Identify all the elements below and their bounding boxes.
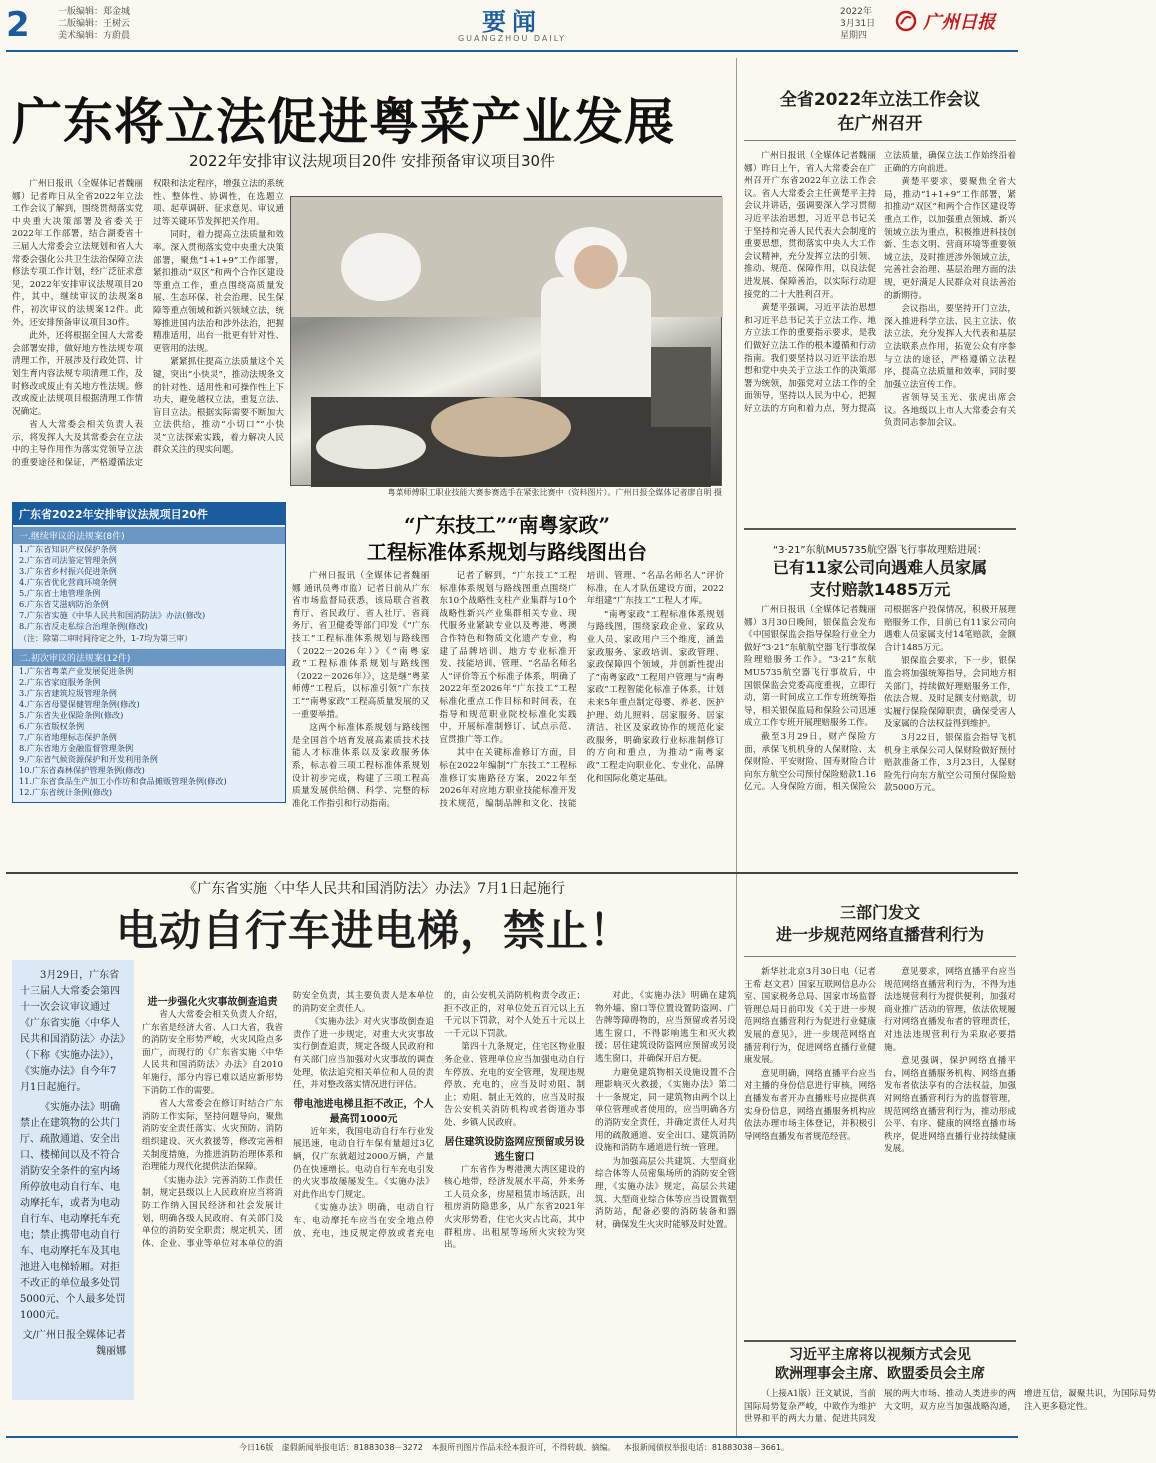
meeting-article-body xyxy=(744,150,1016,508)
paragraph: 省领导吴玉光、张虎出席会议。各地级以上市人大常委会有关负责同志参加会议。 xyxy=(884,393,1016,429)
headline-line: 工程标准体系规划与路线图出台 xyxy=(367,540,647,564)
paragraph: 黄楚平要求，要聚焦全省大局，推动“1+1+9”工作部署，紧扣推动“双区”和两个合作区建设等重点工作，以加强重点领域、新兴领域立法为重点，积极推进科技创新、生态文明、营商环境等重要领域立法，及时推进涉外领域立法，完善社会治理、基层治理方面的法规，更好满足人民群众对良法善治的新期待。 xyxy=(884,177,1016,301)
law-section-heading: 一.继续审议的法规案(8件) xyxy=(13,527,285,544)
law-item: 8.广东省地方金融监督管理条例 xyxy=(19,743,134,753)
paragraph: 其中在关键标准修订方面，目标在2022年编制“广东技工”工程标准修订实施路径方案，2022年至2026年对应地方职业技能标准开发技术规范，编制品牌和文化、技能培训、管理、“名品名师名人”评价标准，在人才队伍建设方面，2022年组建“广东技工”工程人才库。 xyxy=(439,571,724,809)
footer-rule xyxy=(6,1436,1018,1438)
law-projects-box xyxy=(12,502,286,803)
date-line: 星期四 xyxy=(840,31,868,41)
headline-line: 已有11家公司向遇难人员家属 xyxy=(772,558,988,577)
divider xyxy=(744,140,1016,141)
headline-line: 支付赔款1485万元 xyxy=(809,580,951,599)
photo-caption: 粤菜师傅职工职业技能大赛参赛选手在紧张比赛中（资料图片）。广州日报全媒体记者廖自明 摄 xyxy=(387,488,722,497)
photo-illustration xyxy=(291,197,723,487)
ebike-headline: 电动自行车进电梯，禁止！ xyxy=(115,906,632,955)
law-section-heading: 二.初次审议的法规案(12件) xyxy=(13,649,285,666)
editor-line: 一版编辑：郑金城 xyxy=(58,7,131,17)
subheading: 居住建筑设防盗网应预留或另设逃生窗口 xyxy=(444,1136,585,1163)
editor-line: 美术编辑：方蔚晨 xyxy=(58,31,131,41)
law-item: 1.广东省粤菜产业发展促进条例 xyxy=(19,666,134,676)
ebike-article-body xyxy=(142,990,736,1430)
headline-line: 欧洲理事会主席、欧盟委员会主席 xyxy=(775,1366,985,1382)
law-item: 11.广东省食品生产加工小作坊和食品摊贩管理条例(修改) xyxy=(19,776,227,786)
lead-headline: 广东将立法促进粤菜产业发展 xyxy=(12,92,675,151)
date-line: 3月31日 xyxy=(840,19,876,29)
subheading: 带电池进电梯且拒不改正，个人最高罚1000元 xyxy=(293,1098,434,1125)
paragraph: 《实施办法》完善消防工作责任制，规定县级以上人民政府应当将消防工作纳入国民经济和社会发展计划，明确各级人民政府、有关部门及单位的消防安全职责；规定机关、团体、企业、事业等单位对本单位的消防安全负责，其主要负责人是本单位的消防安全责任人。 xyxy=(142,991,434,1249)
paragraph: 3月29日，广东省十三届人大常委会第四十一次会议审议通过《广东省实施〈中华人民共和国消防法〉办法》（下称《实施办法》），《实施办法》自今年7月1日起施行。 xyxy=(20,970,125,1093)
airline-article-body xyxy=(744,604,1016,866)
headline-line: “广东技工”“南粤家政” xyxy=(403,513,610,537)
divider xyxy=(744,956,1016,957)
law-item: 4.广东省母婴保健管理条例(修改) xyxy=(19,699,140,709)
section-subtitle: GUANGZHOU DAILY xyxy=(457,34,567,43)
paragraph: （上接A1版）汪文斌说，当前国际局势复杂严峻，中欧作为维护世界和平的两大力量、促进共同发展的两大市场、推动人类进步的两大文明，双方应当加强战略沟通，增进互信，凝聚共识，为国际局势注入更多稳定性。 xyxy=(744,1389,1156,1425)
section-rule xyxy=(6,872,1018,874)
ebike-kicker: 《广东省实施〈中华人民共和国消防法〉办法》7月1日起施行 xyxy=(183,881,565,897)
xi-article-body xyxy=(744,1388,1156,1434)
law-item: 10.广东省森林保护管理条例(修改) xyxy=(19,765,145,775)
editor-line: 二版编辑：王树云 xyxy=(58,19,131,29)
paragraph: 意见明确，网络直播平台应当对主播的身份信息进行审核，网络直播发布者开办直播账号应提供真实身份信息，网络直播服务机构应依法办理市场主体登记，并积极引导网络直播发布者规范经营。 xyxy=(744,1068,876,1142)
law-item: 3.广东省乡村振兴促进条例 xyxy=(19,566,117,576)
craft-headline xyxy=(292,512,722,566)
paragraph: 为加强高层公共建筑、大型商业综合体等人员密集场所的消防安全管理，《实施办法》规定，高层公共建筑、大型商业综合体等应当设置微型消防站，配备必要的消防装备和器材，确保发生火灾时能够及时处置。 xyxy=(595,1156,736,1230)
headline-line: 在广州召开 xyxy=(837,114,923,134)
livestream-article-body xyxy=(744,966,1016,1336)
paragraph: 广州日报讯（全媒体记者魏丽娜）记者昨日从全省2022年立法工作会议了解到，围绕贯彻落实党中央重大决策部署及省委关于2022年工作部署，结合湖委省十三届人大常委会立法规划和省人大常委会强化公共卫生法治保障立法修法专项工作计划，经广泛征求意见，2022年安排审议法规项目20件，其中，继续审议的法规案8件，初次审议的法规案12件。此外，还安排预备审议项目30件。 xyxy=(12,179,143,328)
headline-line: 全省2022年立法工作会议 xyxy=(779,90,981,110)
paragraph: 省人大常委会相关负责人表示，将发挥人大及其常委会在立法中的主导作用作为落实党领导立法的重要途径和保证，严格遵循法定权限和法定程序，增强立法的系统性、整体性、协调性，在选题立项、起草调研、征求意见、审议通过等关键环节发挥把关作用。 xyxy=(12,179,284,469)
paragraph: 紧紧抓住提高立法质量这个关键，突出“小快灵”，推动法规条文的针对性、适用性和可操作性上下功夫，避免越权立法，重复立法、盲目立法。根据实际需要不断加大立法供给，推动“小切口”“小快灵”立法探索实践，着力解决人民群众关注的现实问题。 xyxy=(153,357,284,456)
logo-text: 广州日报 xyxy=(923,12,996,33)
masthead-rule xyxy=(6,50,1018,52)
ebike-lead-box xyxy=(12,960,134,1400)
paragraph: 此外，还将根据全国人大常委会部署安排，做好地方性法规专项清理工作，开展涉及行政处罚、计划生育内容法规专项清理工作，及时修改或废止有关地方性法规。修改或废止法规项目根据清理工作情况确定。 xyxy=(12,331,143,417)
paragraph: 力避免建筑物相关设施设置不合理影响灭火救援，《实施办法》第二十一条规定，同一建筑物由两个以上单位管理或者使用的，应当明确各方的消防安全责任，并确定责任人对共用的疏散通道、安全出口、建筑消防设施和消防车通道进行统一管理。 xyxy=(595,1067,736,1154)
meeting-headline xyxy=(744,88,1016,136)
headline-line: 三部门发文 xyxy=(839,903,920,922)
law-item: 6.广东省艾滋病防治条例 xyxy=(19,599,109,609)
law-item: 4.广东省优化营商环境条例 xyxy=(19,577,117,587)
lead-subheadline: 2022年安排审议法规项目20件 安排预备审议项目30件 xyxy=(188,152,556,170)
paragraph: 广州日报讯（全媒体记者魏丽娜 通讯员粤市监）记者日前从广东省市场监督局获悉，该局联合省教育厅、省民政厅、省人社厅、省商务厅、省卫健委等部门印发《“广东技工”工程标准体系规划与路线图（2022－2026年）》《“南粤家政”工程标准体系规划与路线图（2022－2026年）》，这是继“粤菜师傅”工程后，以标准引领“广东技工”“南粤家政”工程高质量发展的又一重要举措。 xyxy=(292,571,430,720)
divider xyxy=(744,1340,1016,1342)
paragraph: 意见强调，保护网络直播平台、网络直播服务机构、网络直播发布者依法享有的合法权益，加强对网络直播营利行为的监督管理，规范网络直播营利行为，推动形成公平、有序、健康的网络直播市场秩序，促进网络直播行业持续健康发展。 xyxy=(884,1056,1016,1155)
law-item: 12.广东省统计条例(修改) xyxy=(19,787,113,797)
newspaper-logo xyxy=(895,8,1019,38)
paragraph: 近年来，我国电动自行车行业发展迅速，电动自行车保有量超过3亿辆，仅广东就超过2000万辆，产量仍在快速增长。电动自行车充电引发的火灾事故屡屡发生。《实施办法》对此作出专门规定。 xyxy=(293,1126,434,1200)
law-item: 3.广东省建筑垃圾管理条例 xyxy=(19,688,117,698)
page-number: 2 xyxy=(6,5,30,45)
law-item: 9.广东省气候资源保护和开发利用条例 xyxy=(19,754,158,764)
law-item: 5.广东省土地管理条例 xyxy=(19,588,101,598)
paragraph: 省人大常委会相关负责人介绍，广东省是经济大省、人口大省，我省的消防安全形势严峻，火灾风险点多面广，而现行的《广东省实施〈中华人民共和国消防法〉办法》自2010年施行，部分内容已难以适应新形势下消防工作的需要。 xyxy=(142,1010,283,1096)
paragraph: 黄楚平强调，习近平法治思想和习近平总书记关于立法工作、地方立法工作的重要指示要求，是我们做好立法工作的根本遵循和行动指南。我们要坚持以习近平法治思想和党中央关于立法工作的决策部署为统领，加强党对立法工作的全面领导，坚持以人民为中心，把握好立法的方向和着力点，努力提高立法质量，确保立法工作始终沿着正确的方向前进。 xyxy=(744,151,1016,414)
section-title: 要闻 xyxy=(482,7,542,36)
law-section-note: （注：除第二审时间待定之外，1-7均为第三审） xyxy=(19,634,193,643)
paragraph: 会议指出，要坚持开门立法，深入推进科学立法、民主立法、依法立法，充分发挥人大代表和基层立法联系点作用，拓宽公众有序参与立法的途径，严格遵循立法程序，提高立法质量和效率，同时要加强立法宣传工作。 xyxy=(884,304,1016,390)
chef-competition-photo xyxy=(290,196,722,486)
paragraph: 第四十九条规定，住宅区物业服务企业、管理单位应当加强电动自行车停放、充电的安全管理，发现违规停放、充电的，应当及时劝阻、制止；劝阻、制止无效的，应当及时报告公安机关消防机构或者街道办事处、乡镇人民政府。 xyxy=(444,1042,585,1128)
law-item: 2.广东省司法鉴定管理条例 xyxy=(19,555,117,565)
paragraph: 广州日报讯（全媒体记者魏丽娜）昨日上午，省人大常委会在广州召开广东省2022年立法工作会议。省人大常委会主任黄楚平主持会议并讲话，强调要深入学习贯彻习近平法治思想，习近平总书记关于坚持和完善人民代表大会制度的重要思想，贯彻落实中央人大工作会议精神，充分发挥立法的引领、推动、规范、保障作用，以良法促进发展、保障善治，以实际行动迎接党的二十大胜利召开。 xyxy=(744,151,876,300)
airline-kicker: “3·21”东航MU5735航空器飞行事故理赔进展： xyxy=(772,545,988,556)
date-line: 2022年 xyxy=(840,7,872,17)
livestream-headline xyxy=(744,902,1016,946)
law-item: 1.广东省知识产权保护条例 xyxy=(19,544,117,554)
paragraph: 同时，着力提高立法质量和效率。深入贯彻落实党中央重大决策部署，聚焦“1+1+9”工作部署，紧扣推动“双区”和两个合作区建设等重点工作，重点围绕高质量发展、生态环保、社会治理、民生保障等重点领域和新兴领域立法，统筹推进国内法治和涉外法治，把握精准适用，出台一批更有针对性、更管用的法规。 xyxy=(153,230,284,354)
paragraph: 《实施办法》明确，电动自行车、电动摩托车应当在安全地点停放、充电，违反规定停放或者充电的，由公安机关消防机构责令改正；拒不改正的，对单位处五百元以上五千元以下罚款，对个人处五十元以上一千元以下罚款。 xyxy=(293,991,585,1239)
paragraph: 记者了解到，“广东技工”工程标准体系规划与路线图重点围绕广东10个战略性支柱产业集群与10个战略性新兴产业集群相关专业、现代服务业紧缺专业以及粤港、粤澳合作特色和物质文化遗产专业，构建了品牌培训、地方专业标准开发、技能培训、管理、“名品名师名人”评价等五个标准子体系，明确了2022年至2026年“广东技工”工程标准化重点工作目标和时间表，在指导和规范职业院校标准化实践中，开展标准制修订、试点示范、宣贯推广等工作。 xyxy=(439,571,577,745)
paragraph: 新华社北京3月30日电（记者王希 赵文君）国家互联网信息办公室、国家税务总局、国家市场监督管理总局日前印发《关于进一步规范网络直播营利行为促进行业健康发展的意见》，进一步规范网络直播营利行为，促进网络直播行业健康发展。 xyxy=(744,967,876,1066)
airline-headline xyxy=(744,557,1016,601)
paragraph: 《实施办法》明确禁止在建筑物的公共门厅、疏散通道、安全出口、楼梯间以及不符合消防安全条件的室内场所停放电动自行车、电动摩托车，或者为电动自行车、电动摩托车充电；禁止携带电动自行车、电动摩托车及其电池进入电梯轿厢。对拒不改正的单位最多处罚5000元、个人最多处罚1000元。 xyxy=(20,1102,126,1321)
issue-date xyxy=(840,6,890,42)
paragraph: 3月22日，银保监会指导飞机机身主承保公司人保财险做好预付赔款准备工作，3月23日，人保财险先行向东方航空公司预付保险赔款5000万元。 xyxy=(884,732,1016,794)
headline-line: 进一步规范网络直播营利行为 xyxy=(775,925,984,944)
law-item: 2.广东省家庭服务条例 xyxy=(19,677,101,687)
headline-line: 习近平主席将以视频方式会见 xyxy=(789,1347,971,1363)
paragraph: 这两个标准体系规划与路线图是全国首个培育发展高素质技术技能人才标准体系以及家政服务体系，标志着三项工程标准体系规划设计初步完成，构建了三项工程高质量发展供给侧、科学、完整的标准化工作指引和行动指南。 xyxy=(292,723,430,809)
law-item: 7.广东省地理标志保护条例 xyxy=(19,732,117,742)
byline: 文/广州日报全媒体记者魏丽娜 xyxy=(22,1330,126,1357)
footer-notice: 今日16版 虚假新闻举报电话：81883038－3272 本报所刊图片作品未经本报许可，不得转载、摘编。 本报新闻债权举报电话：81883038－3661。 xyxy=(239,1443,789,1452)
paragraph: 省人大常委会在修订时结合广东消防工作实际，坚持问题导向，聚焦消防安全责任落实、火灾预防、消防组织建设、灭火救援等，修改完善相关制度措施，为推进消防治理体系和治理能力现代化提供法治保障。 xyxy=(142,1099,283,1173)
divider xyxy=(744,528,1016,530)
law-item: 8.广东省反走私综合治理条例(修改) xyxy=(19,621,148,631)
logo-emblem-icon xyxy=(895,10,917,32)
paragraph: 银保监会要求，下一步，银保监会将加强统筹指导，会同地方相关部门，持续做好理赔服务工作，依法合规、及时足额支付赔款，切实履行保险保障职责，确保受害人及家属的合法权益得到维护。 xyxy=(884,656,1016,730)
paragraph: 截至3月29日，财产保险方面，承保飞机机身的人保财险、太保财险、平安财险、国寿财险合计向东方航空公司预付保险赔款1.16亿元。人身保险方面，相关保险公司根据客户投保情况，积极开展理赔服务工作，目前已有11家公司向遇难人员家属支付14笔赔款，金额合计1485万元。 xyxy=(744,605,1016,793)
paragraph: 广东省作为粤港澳大湾区建设的核心地带，经济发展水平高，外来务工人员众多，房屋租赁市场活跃，出租房消防隐患多，从广东省2021年火灾形势看，住宅火灾占比高，其中群租房、出租屋等场所火灾较为突出。 xyxy=(444,1164,585,1251)
law-item: 6.广东省版权条例 xyxy=(19,721,85,731)
column-divider xyxy=(736,58,737,1436)
law-item: 7.广东省实施《中华人民共和国消防法》办法(修改) xyxy=(19,610,206,620)
law-item: 5.广东省失业保险条例(修改) xyxy=(19,710,124,720)
editor-credits xyxy=(58,6,178,42)
xi-headline xyxy=(744,1346,1016,1384)
lead-article-body xyxy=(12,178,284,496)
law-box-title: 广东省2022年安排审议法规项目20件 xyxy=(13,503,285,525)
subheading: 进一步强化火灾事故倒查追责 xyxy=(147,997,278,1008)
craft-article-body xyxy=(292,570,724,866)
paragraph: 广州日报讯（全媒体记者魏丽娜）3月30日晚间，银保监会发布《中国银保监会指导保险行业全力做好“3·21”东航航空器飞行事故保险理赔服务工作》。“3·21”东航MU5735航空器飞行事故后，中国银保监会党委高度重视，立即行动，第一时间成立工作专班统筹指导，相关银保监局和保险公司迅速成立工作专班开展理赔服务工作。 xyxy=(744,605,876,729)
paragraph: “南粤家政”工程标准体系规划与路线图，围绕家政企业、家政从业人员、家政用户三个维度，涵盖家政服务、家政培训、家政管理、家政保障四个领域，并创新性提出了“南粤家政”工程用户管理与“南粤家政”工程智能化标准子体系，计划未来5年重点制定母婴、养老、医护护理、幼儿照料、居家服务、居家清洁、社区及家政协作的规范化家政服务，明确家政行业标准制修订的方向和重点，为推动“南粤家政”工程走向职业化、专业化、品牌化和国际化奠定基础。 xyxy=(586,609,724,784)
paragraph: 意见要求，网络直播平台应当规范网络直播营利行为，不得为违法违规营利行为提供便利，加强对商业推广活动的管理，依法依规履行对网络直播发布者的管理责任，对违法违规营利行为采取必要措施。 xyxy=(884,967,1016,1053)
paragraph: 对此，《实施办法》明确在建筑物外墙、窗口等位置设置防盗网、广告牌等障碍物的，应当预留或者另设逃生窗口，不得影响逃生和灭火救援；居住建筑设防盗网应预留或另设逃生窗口，并确保开启方便。 xyxy=(595,991,736,1064)
paragraph: 《实施办法》对火灾事故倒查追责作了进一步规定，对重大火灾事故实行倒查追责，规定各级人民政府和有关部门应当加强对火灾事故的调查处理，依法追究相关单位和人员的责任，并对整改落实情况进行评估。 xyxy=(293,1017,434,1091)
